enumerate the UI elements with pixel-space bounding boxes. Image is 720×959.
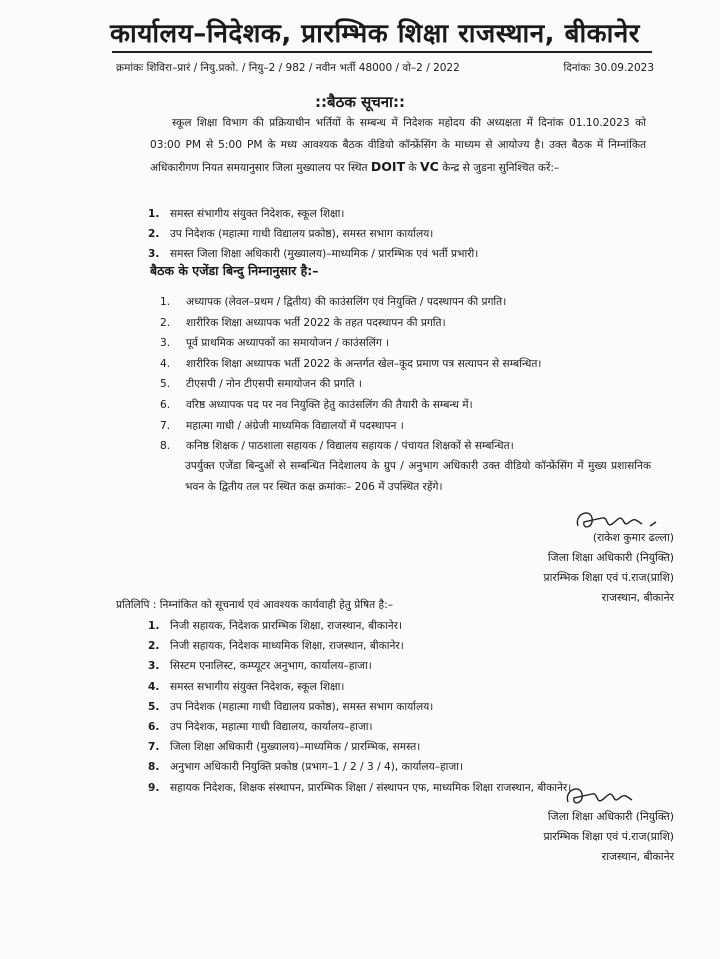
signatory-office: प्रारम्भिक शिक्षा एवं पं.राज(प्राशि) [543, 830, 674, 843]
copy-to-list [148, 616, 578, 798]
list-item: 7. जिला शिक्षा अधिकारी (मुख्यालय)–माध्यमिक / प्रारम्भिक, समस्त। [148, 741, 421, 754]
list-item: 9. सहायक निदेशक, शिक्षक संस्थापन, प्रारम्भिक शिक्षा / संस्थापन एफ, माध्यमिक शिक्षा राजस्थान, बीकानेर। [148, 781, 572, 794]
list-item: 2. निजी सहायक, निदेशक माध्यमिक शिक्षा, राजस्थान, बीकानेर। [148, 640, 404, 653]
office-title: कार्यालय–निदेशक, प्रारम्भिक शिक्षा राजस्थान, बीकानेर [110, 19, 640, 49]
reference-line [116, 61, 654, 75]
list-item: 6. वरिष्ठ अध्यापक पद पर नव नियुक्ति हेतु काउंसलिंग की तैयारी के सम्बन्ध में। [160, 398, 473, 411]
intro-text-1: स्कूल शिक्षा विभाग की प्रक्रियाधीन भर्तियों के सम्बन्ध में निदेशक महोदय की अध्यक्षता में दिनांक 01.10.2023 को 03:00 PM से 5:00 PM के मध्य आवश्यक बैठक वीडियो कॉन्फ्रेंसिंग के माध्यम से आयोज्य है। उक्त बैठक में निम्नांकित अधिकारीगण नियत समयानुसार जिला मुख्यालय पर स्थित [150, 117, 646, 174]
closing-paragraph: उपर्युक्त एजेंडा बिन्दुओं से सम्बन्धित निदेशालय के ग्रुप / अनुभाग अधिकारी उक्त वीडियो कॉन्फ्रेंसिंग में मुख्य प्रशासनिक भवन के द्वितीय तल पर स्थित कक्ष क्रमांकः– 206 में उपस्थित रहेंगे। [185, 460, 651, 493]
intro-paragraph [150, 112, 646, 179]
list-item: 3. सिस्टम एनालिस्ट, कम्प्यूटर अनुभाग, कार्यालय–हाजा। [148, 660, 372, 673]
signatory-name: (राकेश कुमार ढल्ला) [592, 531, 674, 544]
list-item: 5. उप निदेशक (महात्मा गाधी विद्यालय प्रकोष्ठ), समस्त सभाग कार्यालय। [148, 700, 434, 713]
list-item: 8. अनुभाग अधिकारी नियुक्ति प्रकोष्ठ (प्रभाग–1 / 2 / 3 / 4), कार्यालय–हाजा। [148, 761, 464, 774]
copy-to-heading: प्रतिलिपि : निम्नांकित को सूचनार्थ एवं आवश्यक कार्यवाही हेतु प्रेषित है:– [116, 599, 393, 611]
list-item: 4. समस्त सभागीय संयुक्त निदेशक, स्कूल शिक्षा। [148, 680, 345, 693]
intro-text-2: के [408, 162, 417, 174]
list-item: 1. समस्त संभागीय संयुक्त निदेशक, स्कूल शिक्षा। [148, 208, 345, 220]
list-item: 1. निजी सहायक, निदेशक प्रारम्भिक शिक्षा, राजस्थान, बीकानेर। [148, 620, 402, 632]
list-item: 3. समस्त जिला शिक्षा अधिकारी (मुख्यालय)–माध्यमिक / प्रारम्भिक एवं भर्ती प्रभारी। [148, 248, 479, 260]
attendee-list [148, 204, 478, 264]
list-item: 7. महात्मा गाधी / अंग्रेजी माध्यमिक विद्यालयों में पदस्थापन । [160, 419, 404, 432]
list-item: 1. अध्यापक (लेवल–प्रथम / द्वितीय) की काउंसलिंग एवं नियुक्ति / पदस्थापन की प्रगति। [160, 296, 507, 308]
list-item: 4. शारीरिक शिक्षा अध्यापक भर्ती 2022 के अन्तर्गत खेल–कूद प्रमाण पत्र सत्यापन से सम्बन्धित। [160, 357, 542, 370]
list-item: 3. पूर्व प्राथमिक अध्यापकों का समायोजन / काउंसलिंग । [160, 337, 390, 350]
issue-date: दिनांकः 30.09.2023 [563, 62, 654, 74]
list-item: 2. शारीरिक शिक्षा अध्यापक भर्ती 2022 के तहत पदस्थापन की प्रगति। [160, 316, 446, 329]
signatory-designation: जिला शिक्षा अधिकारी (नियुक्ति) [547, 551, 674, 564]
signatory-block [543, 528, 674, 608]
agenda-heading: बैठक के एजेंडा बिन्दु निम्नानुसार है:– [150, 263, 319, 278]
agenda-list [160, 292, 660, 457]
list-item: 8. कनिष्ठ शिक्षक / पाठशाला सहायक / विद्यालय सहायक / पंचायत शिक्षकों से सम्बन्धित। [160, 440, 514, 453]
list-item: 6. उप निदेशक, महात्मा गाधी विद्यालय, कार्यालय–हाजा। [148, 721, 373, 734]
signatory-place: राजस्थान, बीकानेर [601, 850, 674, 863]
signatory-block-copy [543, 807, 674, 867]
signatory-office: प्रारम्भिक शिक्षा एवं पं.राज(प्राशि) [543, 571, 674, 584]
meeting-notice-heading: ::बैठक सूचना:: [315, 93, 405, 111]
signatory-designation: जिला शिक्षा अधिकारी (नियुक्ति) [547, 810, 674, 823]
header-divider [112, 51, 652, 53]
intro-text-3: केन्द्र से जुडना सुनिश्चित करें:– [442, 162, 560, 174]
list-item: 2. उप निदेशक (महात्मा गाधी विद्यालय प्रकोष्ठ), समस्त सभाग कार्यालय। [148, 228, 434, 240]
signature-mark [562, 780, 652, 810]
intro-vc: VC [420, 159, 439, 174]
intro-doit: DOIT [370, 159, 406, 174]
reference-number: क्रमांकः शिविरा–प्रारं / नियु.प्रको. / नियु–2 / 982 / नवीन भर्ती 48000 / वो–2 / 2022 [116, 62, 460, 74]
list-item: 5. टीएसपी / नोन टीएसपी समायोजन की प्रगति । [160, 378, 362, 391]
signatory-place: राजस्थान, बीकानेर [601, 591, 674, 604]
